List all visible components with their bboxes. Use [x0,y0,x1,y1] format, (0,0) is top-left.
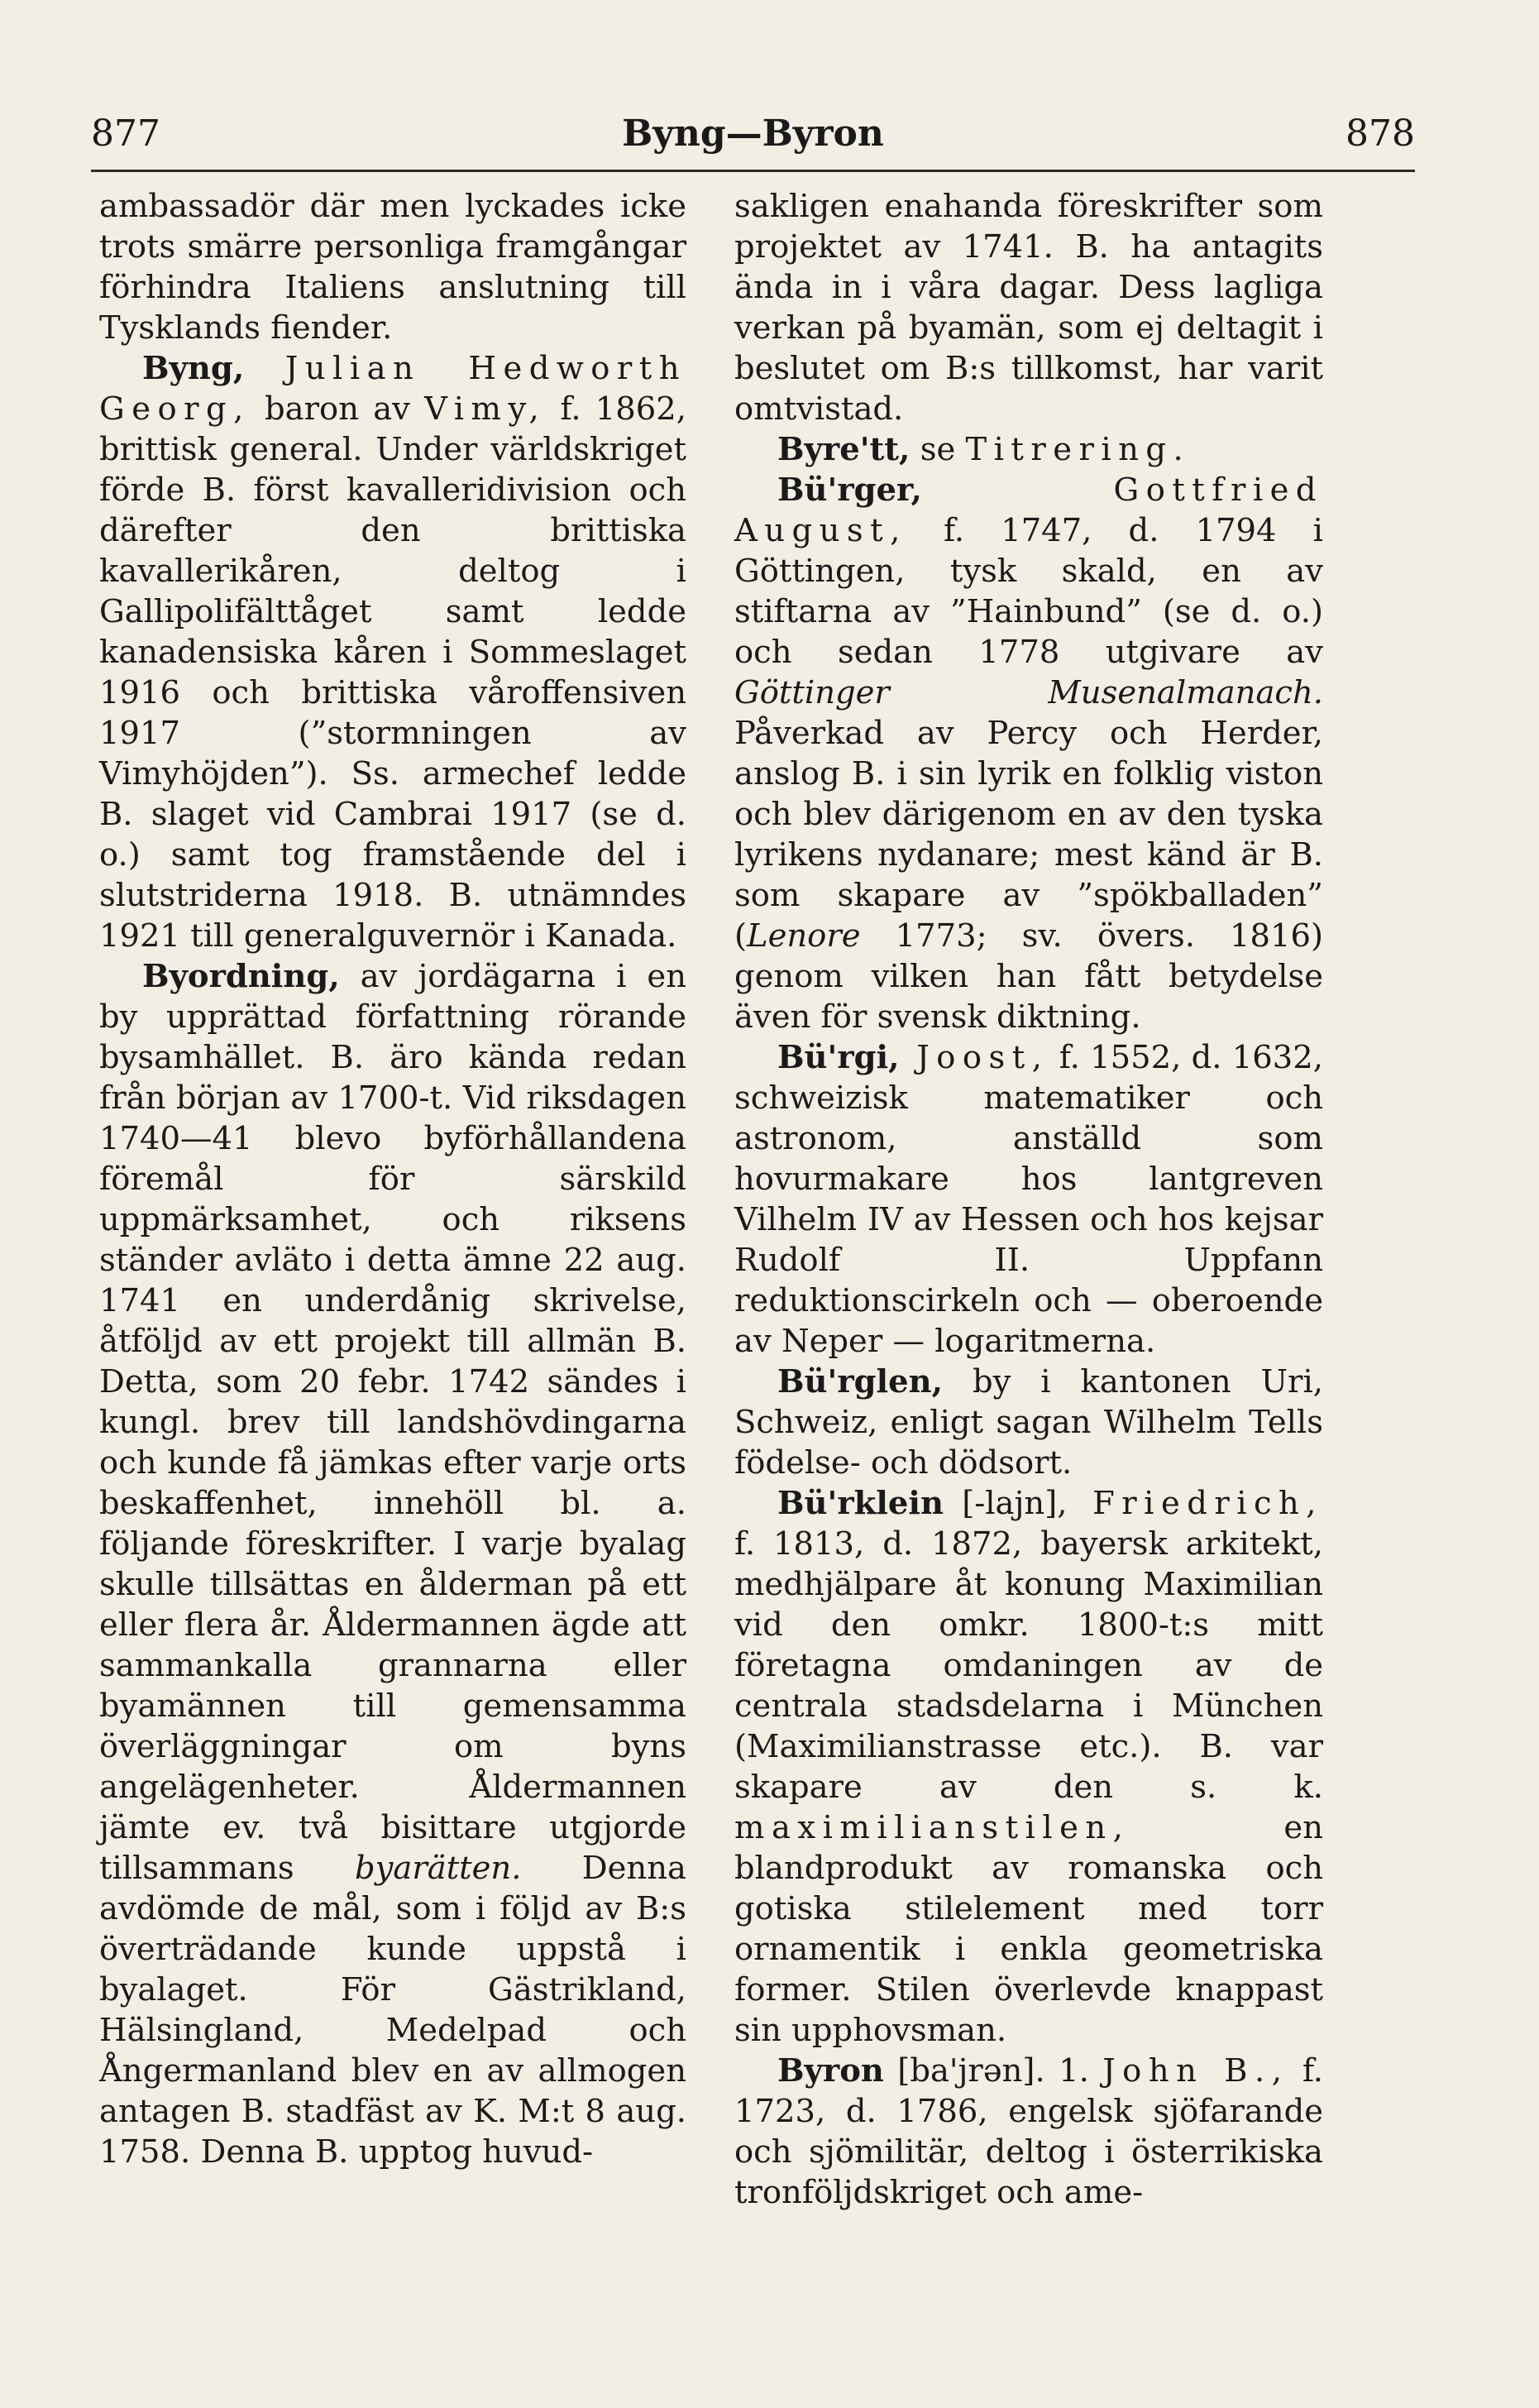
entry-text: f. 1747, d. 1794 i Göttingen, tysk skald, en av stiftarna av ”Hainbund” (se d. o.) och sedan 1778 utgivare av [734,512,1323,671]
entry-italic-title: Lenore [747,917,861,955]
entry-burgi [734,1037,1323,1362]
entry-burglen [734,1362,1323,1483]
entry-text: Denna avdömde de mål, som i följd av B:s överträdande kunde uppstå i byalaget. För Gästrikland, Hälsingland, Medelpad och Ångermanland blev en av allmogen antagen B. stadfäst av K. M:t 8 aug. 1758. Denna B. upptog huvud- [99,1850,686,2171]
entry-text: f. 1723, d. 1786, engelsk sjöfarande och sjömilitär, deltog i österrikiska tronföljdskriget och ame- [734,2052,1323,2211]
entry-byrett [734,429,1323,470]
entry-byordning [99,956,686,2172]
page-header [91,101,1415,167]
running-head: Byng—Byron [622,113,884,155]
entry-title-name: Vimy, [424,390,547,428]
entry-headword: Bü'rger, [777,472,922,509]
entry-italic-title: Göttinger Musenalmanach. [734,674,1323,711]
entry-continuation [734,186,1323,429]
header-rule [91,170,1415,172]
entry-text: 1. [1044,2052,1103,2090]
entry-byron [734,2051,1323,2213]
entry-text: ambassadör där men lyckades icke trots smärre personliga framgångar förhindra Italiens anslutning till Tysklands fiender. [99,188,686,347]
entry-text: f. 1813, d. 1872, bayersk arkitekt, medhjälpare åt konung Maximilian vid den omkr. 1800-t:s mitt företagna omdaningen av de centrala stadsdelarna i München (Maximilianstrasse etc.). B. var skapare av den s. k. [734,1525,1323,1806]
entry-text: baron av [250,390,425,428]
entry-burklein [734,1483,1323,2051]
entry-cross-reference: Titrering. [965,431,1191,468]
entry-text: f. 1552, d. 1632, schweizisk matematiker och astronom, anställd som hovurmakare hos lantgreven Vilhelm IV av Hessen och hos kejsar Rudolf II. Uppfann reduktionscirkeln och — oberoende av Neper — logaritmerna. [734,1039,1323,1360]
page-number-left: 877 [91,113,160,155]
entry-headword: Byng, [142,350,245,387]
entry-name: Julian Hedworth Georg, [99,350,686,428]
entry-text: 1773; sv. övers. 1816) genom vilken han fått betydelse även för svensk diktning. [734,917,1323,1036]
entry-spaced-term: maximilianstilen, [734,1809,1130,1846]
page-number-right: 878 [1345,113,1415,155]
entry-pronunciation: [ba'jrən]. [883,2052,1045,2090]
entry-headword: Byron [777,2052,884,2090]
entry-burger [734,470,1323,1037]
entry-text: Påverkad av Percy och Herder, anslog B. i sin lyrik en folklig viston och blev därigenom en av den tyska lyrikens nydanare; mest känd är B. som skapare av ”spökballaden” ( [734,715,1323,955]
entry-italic-term: byarätten. [354,1850,522,1887]
entry-byng [99,348,686,956]
entry-name: Gottfried August, [734,472,1323,549]
entry-name: Friedrich, [1067,1485,1323,1522]
entry-headword: Bü'rgi, [777,1039,900,1076]
entry-headword: Byordning, [142,958,340,995]
right-column [734,186,1323,2213]
entry-headword: Byre'tt, [777,431,910,468]
entry-text: sakligen enahanda föreskrifter som projektet av 1741. B. ha antagits ända in i våra dagar. Dess lagliga verkan på byamän, som ej deltagit i beslutet om B:s tillkomst, har varit omtvistad. [734,188,1323,428]
entry-name: John B., [1102,2052,1289,2090]
entry-text: se [910,431,966,468]
entry-name: Joost, [899,1039,1049,1076]
entry-pronunciation: [-lajn], [944,1485,1068,1522]
entry-text: en blandprodukt av romanska och gotiska stilelement med torr ornamentik i enkla geometriska former. Stilen överlevde knappast sin upphovsman. [734,1809,1323,2049]
entry-text: f. 1862, brittisk general. Under världskriget förde B. först kavalleridivision och därefter den brittiska kavallerikåren, deltog i Gallipolifälttåget samt ledde kanadensiska kåren i Sommeslaget 1916 och brittiska våroffensiven 1917 (”stormningen av Vimyhöjden”). Ss. armechef ledde B. slaget vid Cambrai 1917 (se d. o.) samt tog framstående del i slutstriderna 1918. B. utnämndes 1921 till generalguvernör i Kanada. [99,390,686,955]
entry-headword: Bü'rglen, [777,1363,944,1400]
entry-text: by i kantonen Uri, Schweiz, enligt sagan Wilhelm Tells födelse- och dödsort. [734,1363,1323,1482]
entry-headword: Bü'rklein [777,1485,944,1522]
entry-continuation [99,186,686,348]
left-column [99,186,686,2172]
entry-text: av jordägarna i en by upprättad författning rörande bysamhället. B. äro kända redan från början av 1700-t. Vid riksdagen 1740—41 blevo byförhållandena föremål för särskild uppmärksamhet, och riksens ständer avläto i detta ämne 22 aug. 1741 en underdånig skrivelse, åtföljd av ett projekt till allmän B. Detta, som 20 febr. 1742 sändes i kungl. brev till landshövdingarna och kunde få jämkas efter varje orts beskaffenhet, innehöll bl. a. följande föreskrifter. I varje byalag skulle tillsättas en ålderman på ett eller flera år. Åldermannen ägde att sammankalla grannarna eller byamännen till gemensamma överläggningar om byns angelägenheter. Åldermannen jämte ev. två bisittare utgjorde tillsammans [99,958,686,1887]
